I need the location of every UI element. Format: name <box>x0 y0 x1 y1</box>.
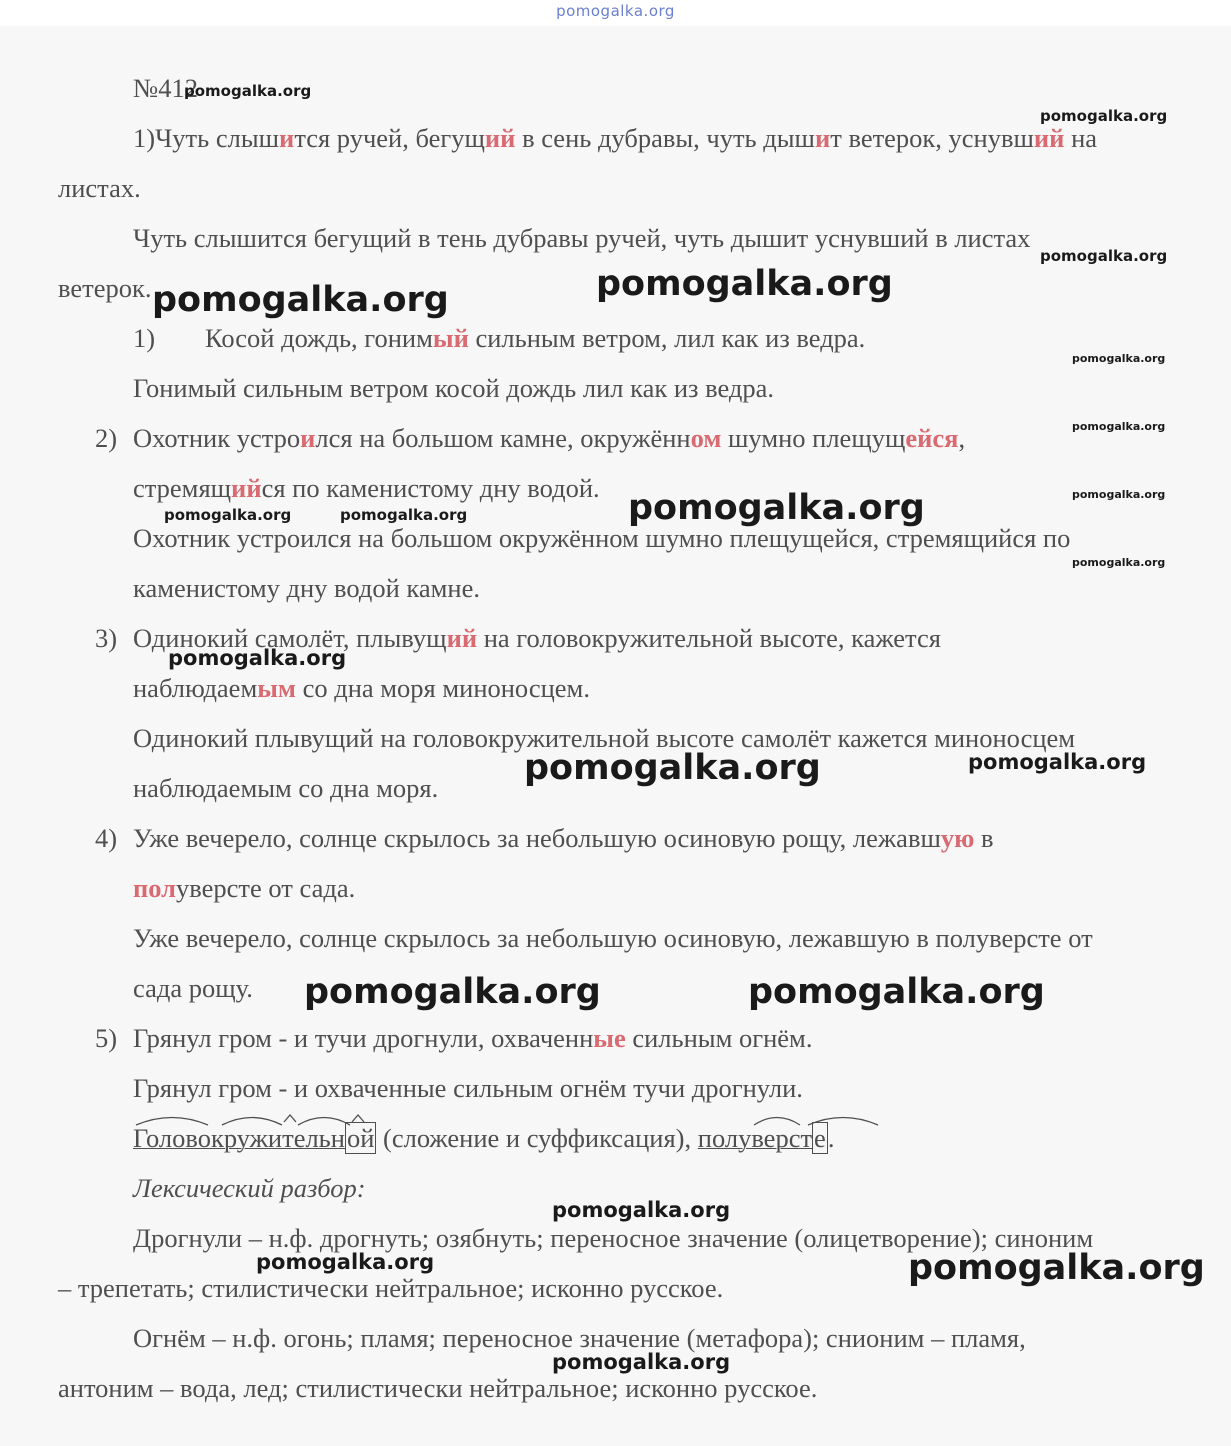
sentence-2: Косой дождь, гонимый сильным ветром, лил как из ведра. <box>205 323 866 353</box>
transform-6: Грянул гром - и охваченные сильным огнём тучи дрогнули. <box>133 1073 803 1103</box>
sentence-1-line-1: 1)Чуть слышится ручей, бегущий в сень дубравы, чуть дышит ветерок, уснувший на <box>133 123 1098 153</box>
word-1-stem: Головокружительн <box>133 1123 345 1153</box>
watermark: pomogalka.org <box>1040 247 1168 265</box>
word-formation-analysis: Головокружительной (сложение и суффиксация), полуверсте. <box>133 1123 835 1153</box>
watermark: pomogalka.org <box>1072 420 1166 433</box>
lexical-2-line-2: антоним – вода, лед; стилистически нейтральное; исконно русское. <box>58 1373 818 1403</box>
sentence-4-number: 3) <box>95 623 118 653</box>
watermark: pomogalka.org <box>908 1248 1205 1288</box>
watermark: pomogalka.org <box>1072 556 1166 569</box>
lexical-title: Лексический разбор: <box>133 1173 366 1203</box>
lexical-1-line-2: – трепетать; стилистически нейтральное; исконно русское. <box>58 1273 724 1303</box>
transform-4-line-2: наблюдаемым со дна моря. <box>133 773 439 803</box>
sentence-6-number: 5) <box>95 1023 118 1053</box>
watermark: pomogalka.org <box>552 1198 731 1222</box>
transform-1-line-2: ветерок. <box>58 273 152 303</box>
watermark: pomogalka.org <box>304 972 601 1012</box>
sentence-3-line-1: Охотник устроился на большом камне, окружённом шумно плещущейся, <box>133 423 966 453</box>
watermark: pomogalka.org <box>524 748 821 788</box>
word-2-stem: полуверст <box>697 1123 813 1153</box>
word-1-ending: ой <box>346 1123 375 1153</box>
watermark: pomogalka.org <box>168 646 347 670</box>
sentence-1-line-2: листах. <box>58 173 141 203</box>
watermark: pomogalka.org <box>552 1350 731 1374</box>
watermark: pomogalka.org <box>748 972 1045 1012</box>
transform-5-line-1: Уже вечерело, солнце скрылось за небольшую осиновую, лежавшую в полуверсте от <box>133 923 1093 953</box>
lexical-2-line-1: Огнём – н.ф. огонь; пламя; переносное значение (метафора); снионим – пламя, <box>133 1323 1026 1353</box>
site-header-link[interactable]: pomogalka.org <box>556 2 675 20</box>
transform-4-line-1: Одинокий плывущий на головокружительной высоте самолёт кажется миноносцем <box>133 723 1076 753</box>
transform-1-line-1: Чуть слышится бегущий в тень дубравы ручей, чуть дышит уснувший в листах <box>133 223 1031 253</box>
transform-3-line-1: Охотник устроился на большом окружённом шумно плещущейся, стремящийся по <box>133 523 1071 553</box>
watermark: pomogalka.org <box>1072 488 1166 501</box>
transform-3-line-2: каменистому дну водой камне. <box>133 573 480 603</box>
sentence-4-line-1: Одинокий самолёт, плывущий на головокружительной высоте, кажется <box>133 623 941 653</box>
sentence-3-number: 2) <box>95 423 118 453</box>
watermark: pomogalka.org <box>968 750 1147 774</box>
sentence-3-line-2: стремящийся по каменистому дну водой. <box>133 473 600 503</box>
watermark: pomogalka.org <box>152 280 449 320</box>
sentence-5-line-2: полуверсте от сада. <box>133 873 356 903</box>
sentence-5-number: 4) <box>95 823 118 853</box>
watermark: pomogalka.org <box>596 264 893 304</box>
lexical-1-line-1: Дрогнули – н.ф. дрогнуть; озябнуть; переносное значение (олицетворение); синоним <box>133 1223 1094 1253</box>
watermark: pomogalka.org <box>628 488 925 528</box>
watermark: pomogalka.org <box>184 82 312 100</box>
exercise-number: №412 <box>133 73 199 103</box>
sentence-2-number: 1) <box>133 323 156 353</box>
watermark: pomogalka.org <box>164 506 292 524</box>
word-2-ending: е <box>814 1123 826 1153</box>
transform-5-line-2: сада рощу. <box>133 973 253 1003</box>
sentence-6: Грянул гром - и тучи дрогнули, охваченные сильным огнём. <box>133 1023 813 1053</box>
watermark: pomogalka.org <box>1072 352 1166 365</box>
watermark: pomogalka.org <box>340 506 468 524</box>
watermark: pomogalka.org <box>1040 107 1168 125</box>
transform-2: Гонимый сильным ветром косой дождь лил как из ведра. <box>133 373 775 403</box>
watermark: pomogalka.org <box>256 1250 435 1274</box>
sentence-5-line-1: Уже вечерело, солнце скрылось за небольшую осиновую рощу, лежавшую в <box>133 823 994 853</box>
sentence-4-line-2: наблюдаемым со дна моря миноносцем. <box>133 673 590 703</box>
